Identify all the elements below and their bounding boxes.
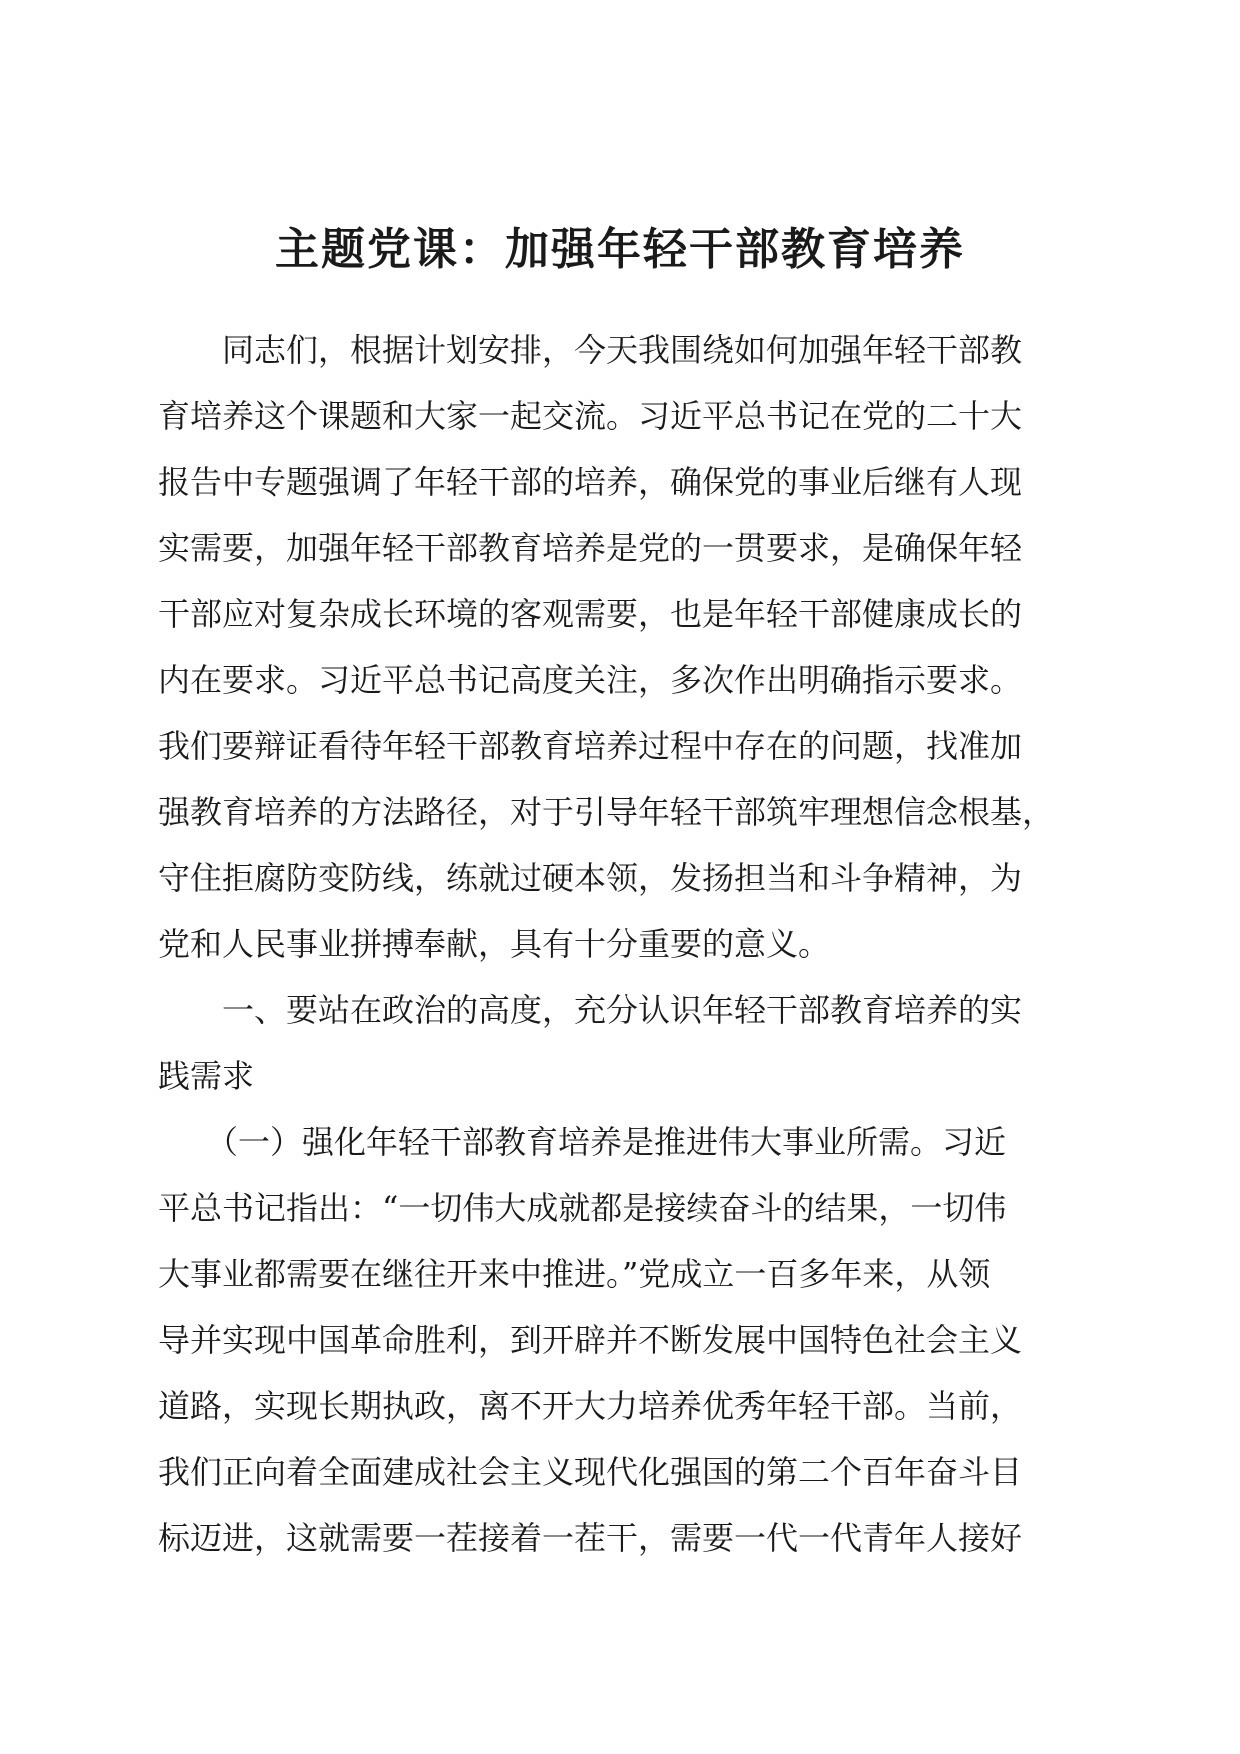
body-line: 育培养这个课题和大家一起交流。习近平总书记在党的二十大 xyxy=(158,397,1023,435)
body-line: 我们要辩证看待年轻干部教育培养过程中存在的问题，找准加 xyxy=(158,727,1023,765)
document-title: 主题党课：加强年轻干部教育培养 xyxy=(275,224,965,275)
body-line: 同志们，根据计划安排，今天我围绕如何加强年轻干部教 xyxy=(158,331,1023,369)
body-line: （一）强化年轻干部教育培养是推进伟大事业所需。习近 xyxy=(158,1123,1007,1161)
body-line: 强教育培养的方法路径，对于引导年轻干部筑牢理想信念根基， xyxy=(158,793,1055,831)
section-heading-line: 践需求 xyxy=(158,1057,255,1095)
body-line: 守住拒腐防变防线，练就过硬本领，发扬担当和斗争精神，为 xyxy=(158,859,1023,897)
body-line: 标迈进，这就需要一茬接着一茬干，需要一代一代青年人接好 xyxy=(158,1519,1023,1557)
body-line: 大事业都需要在继往开来中推进。”党成立一百多年来，从领 xyxy=(158,1255,991,1293)
section-heading-line: 一、要站在政治的高度，充分认识年轻干部教育培养的实 xyxy=(158,991,1023,1029)
body-line: 导并实现中国革命胜利，到开辟并不断发展中国特色社会主义 xyxy=(158,1321,1023,1359)
body-line: 实需要，加强年轻干部教育培养是党的一贯要求，是确保年轻 xyxy=(158,529,1023,567)
body-line: 我们正向着全面建成社会主义现代化强国的第二个百年奋斗目 xyxy=(158,1453,1023,1491)
body-line: 内在要求。习近平总书记高度关注，多次作出明确指示要求。 xyxy=(158,661,1023,699)
body-line: 报告中专题强调了年轻干部的培养，确保党的事业后继有人现 xyxy=(158,463,1023,501)
body-line: 平总书记指出：“一切伟大成就都是接续奋斗的结果，一切伟 xyxy=(158,1189,1007,1227)
body-line: 干部应对复杂成长环境的客观需要，也是年轻干部健康成长的 xyxy=(158,595,1023,633)
body-line: 道路，实现长期执政，离不开大力培养优秀年轻干部。当前， xyxy=(158,1387,1023,1425)
body-line: 党和人民事业拼搏奉献，具有十分重要的意义。 xyxy=(158,925,831,963)
